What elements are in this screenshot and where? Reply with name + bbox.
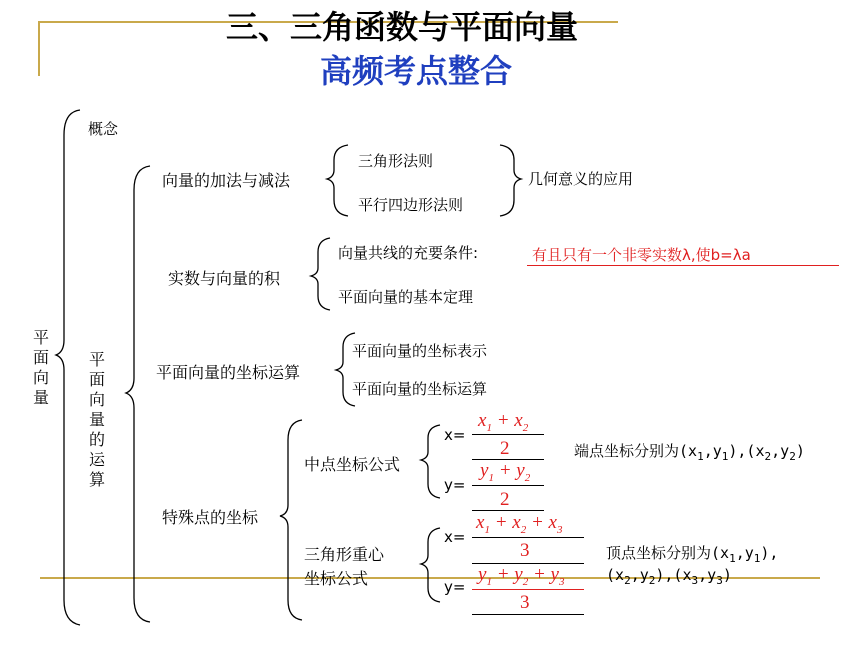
addsub-label: 向量的加法与减法 [162,171,291,190]
midpoint-y-denominator: 2 [500,489,510,510]
addsub-brace [327,145,348,216]
root-label: 平 面 向 量 [32,328,49,407]
midpoint-bottom-line [472,510,544,511]
centroid-y-fracline [472,589,584,590]
midpoint-brace [421,425,440,498]
triangle-rule: 三角形法则 [358,152,434,170]
centroid-bottom-line [472,614,584,615]
centroid-x-numerator: $x_1 + x_2 + x_3$ [476,512,563,536]
page-title: 三、三角函数与平面向量 [226,8,579,46]
midpoint-x-fracline [472,434,544,435]
page-subtitle: 高频考点整合 [320,52,513,90]
centroid-note-line1: 顶点坐标分别为$(x_1,y_1)$, [606,544,779,565]
centroid-label-line2: 坐标公式 [304,569,369,588]
parallelogram-rule: 平行四边形法则 [358,196,464,214]
midpoint-y-label: y= [444,476,466,494]
collinear-underline [527,265,839,266]
midpoint-label: 中点坐标公式 [304,455,401,474]
centroid-label-line1: 三角形重心 [304,545,385,564]
special-brace [280,420,302,620]
centroid-x-fracline [472,537,584,538]
centroid-y-numerator: $y_1 + y_2 + y_3$ [478,564,565,588]
collinear-condition: 有且只有一个非零实数λ,使b=λa [532,246,751,264]
operations-label: 平 面 向 量 的 运 算 [88,350,105,489]
centroid-y-label: y= [444,578,466,596]
operations-brace [126,166,150,622]
centroid-y-denominator: 3 [520,592,530,613]
midpoint-note: 端点坐标分别为$(x_1,y_1),(x_2,y_2)$ [574,442,805,463]
collinear-condition-label: 向量共线的充要条件: [338,244,479,262]
basic-theorem: 平面向量的基本定理 [338,288,474,306]
midpoint-x-numerator: $x_1 + x_2$ [478,410,529,434]
addsub-right-brace [500,145,521,216]
root-brace [56,110,80,625]
coord-operations: 平面向量的坐标运算 [352,380,488,398]
special-label: 特殊点的坐标 [162,508,259,527]
midpoint-y-fracline [472,485,544,486]
scalar-label: 实数与向量的积 [168,269,281,288]
midpoint-x-label: x= [444,426,466,444]
coord-representation: 平面向量的坐标表示 [352,342,488,360]
centroid-brace [421,528,440,602]
scalar-brace [311,238,330,310]
geometric-application: 几何意义的应用 [528,170,634,188]
centroid-x-denominator: 3 [520,540,530,561]
centroid-note-line2: $(x_2,y_2),(x_3,y_3)$ [606,566,732,587]
concept-label: 概念 [88,120,119,138]
centroid-x-label: x= [444,528,466,546]
midpoint-x-denominator: 2 [500,438,510,459]
midpoint-y-numerator: $y_1 + y_2$ [480,460,531,484]
coord-label: 平面向量的坐标运算 [156,363,301,382]
